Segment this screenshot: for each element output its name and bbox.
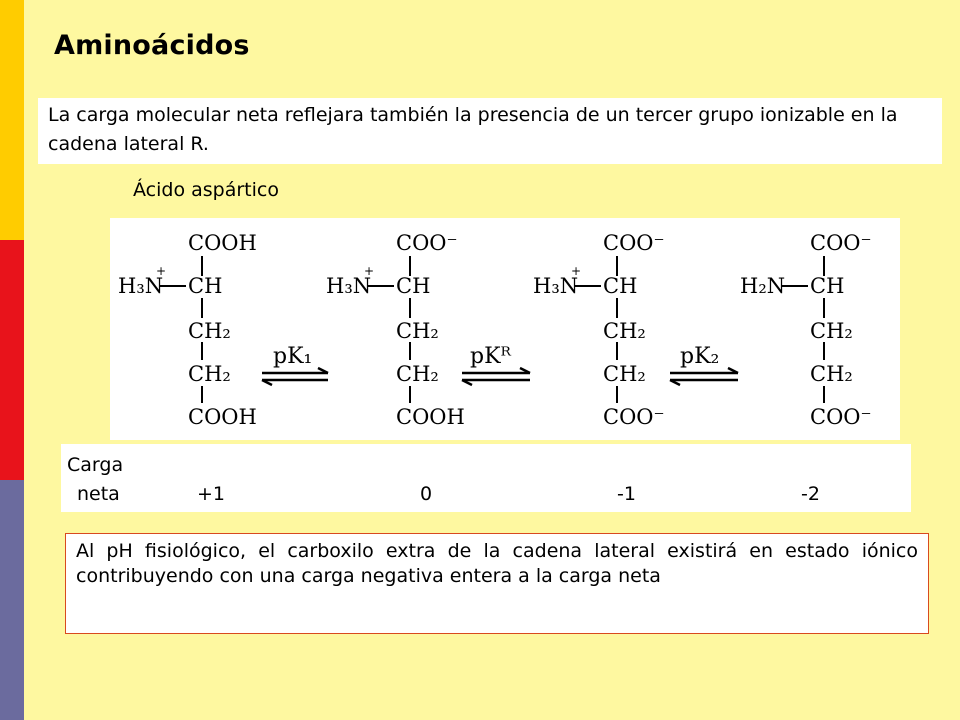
side-chain-ch2-2: CH₂: [810, 362, 853, 386]
side-chain-ch2-1: CH₂: [188, 319, 231, 343]
charge-value-1: +1: [197, 483, 226, 505]
charge-value-3: -1: [617, 483, 636, 505]
amine-charge: +: [364, 264, 375, 278]
pk-label: pK₁: [273, 344, 313, 369]
charge-label-line1: Carga: [67, 454, 124, 476]
structure-bottom-group: COOH: [188, 405, 257, 429]
amine-group: H₃N: [533, 274, 579, 298]
intro-text-box: La carga molecular neta reflejara también la presencia de un tercer grupo ionizable en la cadena lateral R.: [38, 98, 942, 164]
charge-value-2: 0: [420, 483, 433, 505]
structure-2: [326, 231, 465, 429]
side-chain-ch2-2: CH₂: [396, 362, 439, 386]
structure-3: [533, 231, 665, 429]
charge-value-4: -2: [801, 483, 820, 505]
structure-top-group: COO⁻: [603, 231, 665, 255]
structure-top-group: COO⁻: [396, 231, 458, 255]
side-chain-ch2-1: CH₂: [396, 319, 439, 343]
side-chain-ch2-2: CH₂: [188, 362, 231, 386]
pk-label: pK₂: [680, 344, 720, 369]
amine-charge: +: [571, 264, 582, 278]
charge-label-line2: neta: [77, 483, 120, 505]
ionization-scheme: [110, 218, 900, 440]
structure-top-group: COO⁻: [810, 231, 872, 255]
amine-group: H₃N: [326, 274, 372, 298]
structure-bottom-group: COO⁻: [603, 405, 665, 429]
structure-bottom-group: COOH: [396, 405, 465, 429]
slide-title: Aminoácidos: [54, 30, 250, 61]
amine-charge: +: [156, 264, 167, 278]
alpha-carbon: CH: [810, 274, 845, 298]
net-charge-row: [61, 444, 911, 512]
structure-1: [118, 231, 257, 429]
alpha-carbon: CH: [603, 274, 638, 298]
structure-4: [740, 231, 872, 429]
equilibrium-arrows-1: [262, 344, 328, 385]
side-chain-ch2-1: CH₂: [603, 319, 646, 343]
alpha-carbon: CH: [188, 274, 223, 298]
equilibrium-arrows-2: [462, 344, 530, 385]
amine-group: H₃N: [118, 274, 164, 298]
pk-label: pKᴿ: [470, 344, 511, 369]
alpha-carbon: CH: [396, 274, 431, 298]
accent-bar-red: [0, 240, 24, 480]
accent-bar-yellow: [0, 0, 24, 240]
physiological-ph-note: Al pH fisiológico, el carboxilo extra de la cadena lateral existirá en estado iónico contribuyendo con una carga negativa entera a la carga neta: [65, 533, 929, 634]
molecule-name: Ácido aspártico: [133, 179, 279, 201]
side-chain-ch2-2: CH₂: [603, 362, 646, 386]
structure-bottom-group: COO⁻: [810, 405, 872, 429]
side-chain-ch2-1: CH₂: [810, 319, 853, 343]
structure-top-group: COOH: [188, 231, 257, 255]
amine-group: H₂N: [740, 274, 786, 298]
accent-bar-blue: [0, 480, 24, 720]
equilibrium-arrows-3: [670, 344, 738, 385]
